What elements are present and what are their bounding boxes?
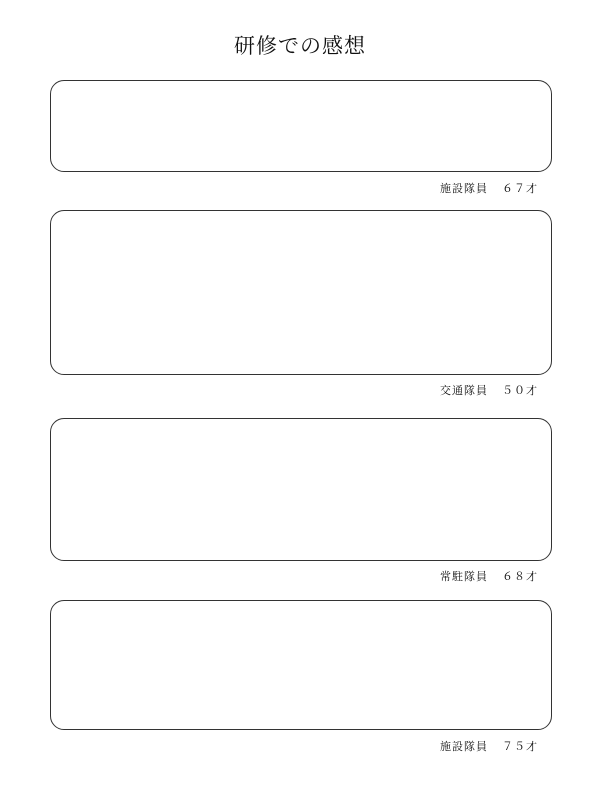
author-unit: 施設隊員 [440, 740, 488, 753]
author-unit: 交通隊員 [440, 384, 488, 397]
author-age: ６７才 [502, 182, 538, 195]
page-title: 研修での感想 [234, 34, 366, 58]
author-unit: 施設隊員 [440, 182, 488, 195]
comment-card-3 [50, 418, 552, 561]
author-signature-1 [440, 180, 538, 196]
author-age: ５０才 [502, 384, 538, 397]
author-age: ７５才 [502, 740, 538, 753]
comment-card-1 [50, 80, 552, 172]
comment-card-4 [50, 600, 552, 730]
author-unit: 常駐隊員 [440, 570, 488, 583]
comment-card-2 [50, 210, 552, 375]
author-age: ６８才 [502, 570, 538, 583]
author-signature-2 [440, 382, 538, 398]
author-signature-4 [440, 738, 538, 754]
author-signature-3 [440, 568, 538, 584]
